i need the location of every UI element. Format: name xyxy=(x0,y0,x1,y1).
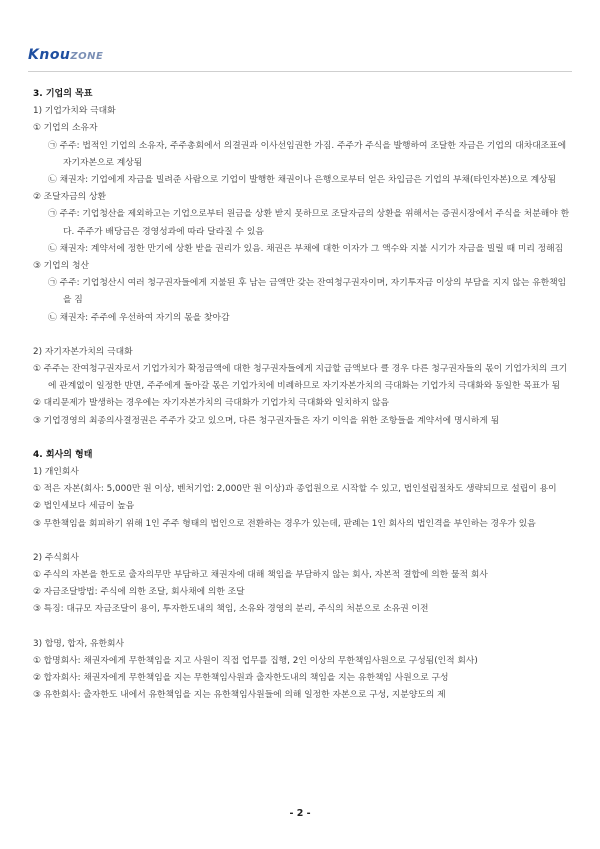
logo-main: Knou xyxy=(28,47,71,63)
text-line: ③ 기업경영의 최종의사결정권은 주주가 갖고 있으며, 다른 청구권자들은 자기 이익을 위한 조항들을 계약서에 명시하게 됨 xyxy=(33,415,500,426)
text-line: ① 기업의 소유자 xyxy=(33,123,98,134)
text-line: ㉠ 주주: 법적인 기업의 소유자, 주주총회에서 의결권과 이사선임권한 가짐. 주주가 주식을 발행하여 조달한 자금은 기업의 대차대조표에 자기자본으로 계상됨 xyxy=(48,140,567,168)
spacer xyxy=(33,327,573,344)
knouzone-logo xyxy=(28,47,103,63)
text-line: ③ 유한회사: 출자한도 내에서 유한책임을 지는 유한책임사원들에 의해 일정한 자본으로 구성, 지분양도의 제 xyxy=(33,690,446,701)
text-line: ② 조달자금의 상환 xyxy=(33,192,106,203)
section-heading: 3. 기업의 목표 xyxy=(33,89,93,99)
section-heading: 4. 회사의 형태 xyxy=(33,449,93,460)
text-line: 1) 기업가치와 극대화 xyxy=(33,106,116,117)
text-line: ㉠ 주주: 기업청산시 여러 청구권자들에게 지불된 후 남는 금액만 갖는 잔여청구권자이며, 자기투자금 이상의 부담을 지지 않는 유한책임을 짐 xyxy=(48,278,567,306)
text-line: ② 합자회사: 채권자에게 무한책임을 지는 무한책임사원과 출자한도내의 책임을 지는 유한책임 사원으로 구성 xyxy=(33,673,449,684)
text-line: ① 적은 자본(회사: 5,000만 원 이상, 벤처기업: 2,000만 원 이상)과 종업원으로 시작할 수 있고, 법인설립절차도 생략되므로 설립이 용이 xyxy=(33,484,557,495)
text-line: ③ 무한책임을 회피하기 위해 1인 주주 형태의 법인으로 전환하는 경우가 있는데, 판례는 1인 회사의 법인격을 부인하는 경우가 있음 xyxy=(33,518,536,529)
spacer xyxy=(33,619,573,636)
spacer xyxy=(33,533,573,550)
logo-sub: ZONE xyxy=(70,51,104,62)
text-line: 3) 합명, 합자, 유한회사 xyxy=(33,638,124,649)
text-line: 2) 자기자본가치의 극대화 xyxy=(33,346,133,357)
text-line: ① 합명회사: 채권자에게 무한책임을 지고 사원이 직접 업무를 집행, 2인 이상의 무한책임사원으로 구성됨(인적 회사) xyxy=(33,655,478,666)
text-line: ② 자금조달방법: 주식에 의한 조달, 회사채에 의한 조달 xyxy=(33,587,245,598)
page-number: - 2 - xyxy=(289,808,311,819)
header-divider xyxy=(28,71,572,72)
text-line: ㉡ 채권자: 기업에게 자금을 빌려준 사람으로 기업이 발행한 채권이나 은행으로부터 얻은 차입금은 기업의 부채(타인자본)으로 계상됨 xyxy=(48,175,557,186)
text-line: ㉡ 채권자: 계약서에 정한 만기에 상환 받을 권리가 있음. 채권은 부채에 대한 이자가 그 액수와 지불 시기가 자금을 빌릴 때 미리 정해짐 xyxy=(48,243,564,254)
text-line: ② 대리문제가 발생하는 경우에는 자기자본가치의 극대화가 기업가치 극대화와 일치하지 않음 xyxy=(33,398,389,409)
text-line: ② 법인세보다 세금이 높음 xyxy=(33,501,135,512)
text-line: ㉡ 채권자: 주주에 우선하여 자기의 몫을 찾아감 xyxy=(48,312,230,323)
text-line: ① 주주는 잔여청구권자로서 기업가치가 확정금액에 대한 청구권자들에게 지급할 금액보다 클 경우 다른 청구권자들의 몫이 기업가치의 크기에 관계없이 일정한 반면, 주주에게 돌아갈 몫은 기업가치에 비례하므로 자기자본가치의 극대화는 기업가치 극대화와 동일한 목표가 됨 xyxy=(33,364,568,392)
document-body xyxy=(33,86,573,705)
spacer xyxy=(33,430,573,447)
text-line: ③ 기업의 청산 xyxy=(33,261,89,272)
text-line: ① 주식의 자본을 한도로 출자의무만 부담하고 채권자에 대해 책임을 부담하지 않는 회사, 자본적 결합에 의한 물적 회사 xyxy=(33,570,488,581)
text-line: 2) 주식회사 xyxy=(33,552,79,563)
text-line: 1) 개인회사 xyxy=(33,467,79,478)
text-line: ㉠ 주주: 기업청산을 제외하고는 기업으로부터 원금을 상환 받지 못하므로 조달자금의 상환을 위해서는 증권시장에서 주식을 처분해야 한다. 주주가 배당금은 경영성과에 따라 달라질 수 있음 xyxy=(48,209,570,237)
text-line: ③ 특징: 대규모 자금조달이 용이, 투자한도내의 책임, 소유와 경영의 분리, 주식의 처분으로 소유권 이전 xyxy=(33,604,429,615)
